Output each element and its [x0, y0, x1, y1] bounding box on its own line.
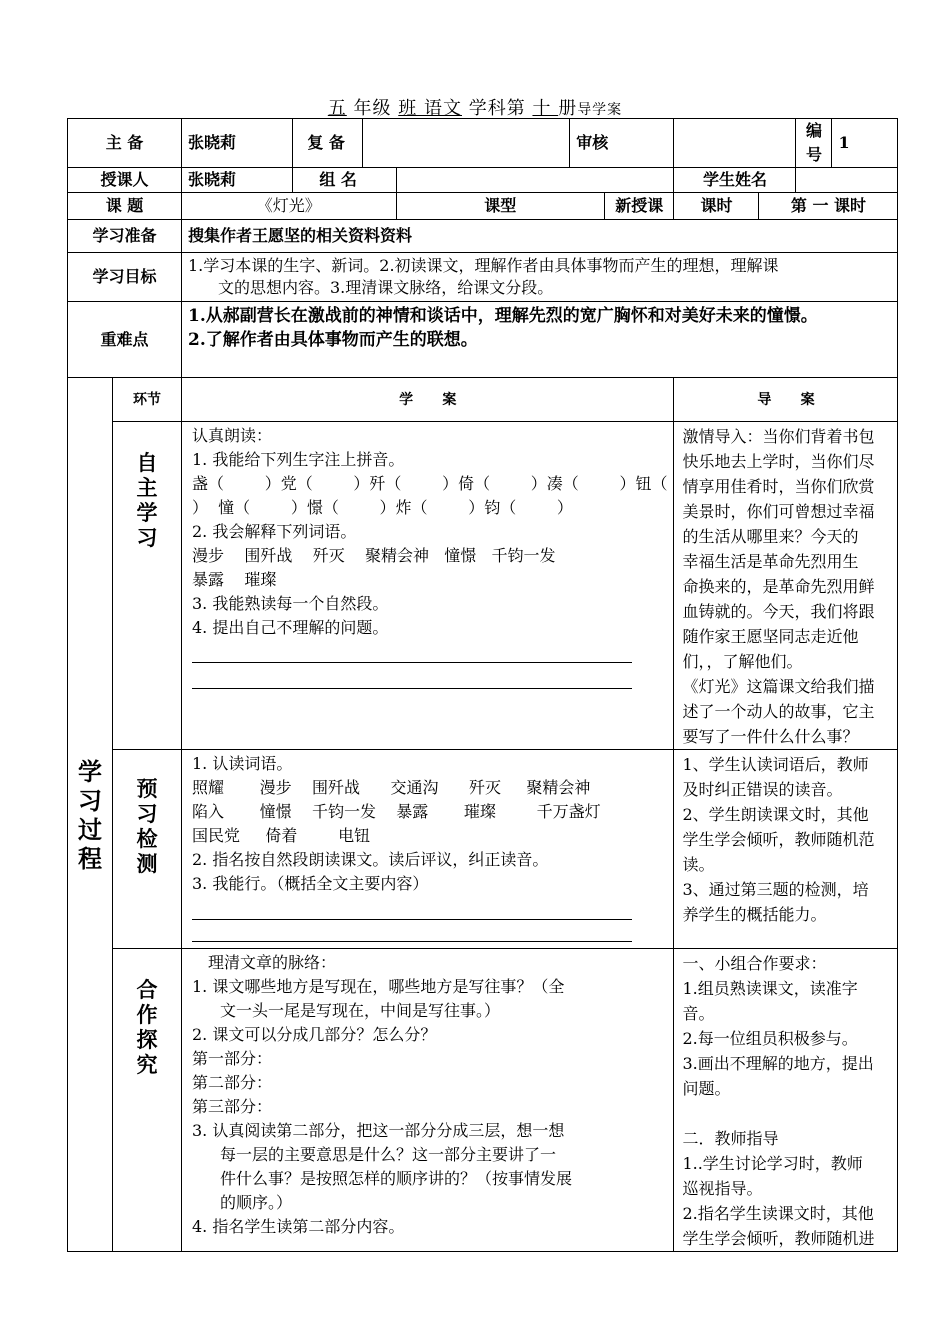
guide-line: 3、通过第三题的检测，培	[682, 880, 869, 899]
huanjie-header: 环节	[113, 378, 182, 422]
xuesheng-value	[796, 168, 898, 193]
shenhe-label: 审核	[570, 119, 674, 168]
row-nandian	[68, 302, 898, 378]
guide-line: 要写了一件什么什么事？	[682, 727, 859, 746]
nandian-label: 重难点	[68, 302, 182, 378]
title-text-3: 学科第	[462, 98, 533, 119]
row-hezuo	[68, 949, 898, 1252]
bianhao-label: 编号	[796, 119, 832, 168]
zizhu-line: 3. 我能熟读每一个自然段。	[192, 594, 389, 613]
row-keti	[68, 193, 898, 220]
guide-line: 学生学会倾听，教师随机范	[682, 830, 875, 849]
xuean-header: 学 案	[182, 378, 674, 422]
hezuo-line: 2. 课文可以分成几部分？怎么分？	[192, 1025, 437, 1044]
guide-line: 读。	[682, 855, 715, 874]
mubiao-line-1: 1.学习本课的生字、新词。2.初读课文，理解作者由具体事物而产生的理想，理解课	[188, 256, 779, 275]
hezuo-section	[113, 949, 182, 1252]
guide-line: 血铸就的。今天，我们将跟	[682, 602, 875, 621]
hezuo-line: 1. 课文哪些地方是写现在，哪些地方是写往事？（全	[192, 977, 565, 996]
guide-line: 2.指名学生读课文时，其他	[682, 1204, 874, 1223]
keti-label: 课 题	[68, 193, 182, 220]
guide-line: 命换来的，是革命先烈用鲜	[682, 577, 875, 596]
guide-line: 二．教师指导	[682, 1129, 779, 1148]
hezuo-line: 理清文章的脉络：	[208, 953, 337, 972]
hezuo-line: 第一部分：	[192, 1049, 273, 1068]
mubiao-label: 学习目标	[68, 253, 182, 302]
guide-line: 快乐地去上学时，当你们尽	[682, 452, 875, 471]
zizhu-line: 漫步 围歼战 歼灭 聚精会神 憧憬 千钧一发	[192, 546, 556, 565]
hezuo-line: 文一头一尾是写现在，中间是写往事。）	[220, 1001, 501, 1020]
mubiao-line-2: 文的思想内容。3.理清课文脉络，给课文分段。	[218, 278, 554, 297]
nandian-point-2: 2.了解作者由具体事物而产生的联想。	[188, 330, 478, 350]
shouke-value: 张晓莉	[182, 168, 293, 193]
zizhu-line: 认真朗读：	[192, 426, 273, 445]
fubei-label: 复 备	[293, 119, 362, 168]
guide-line: 1、学生认读词语后，教师	[682, 755, 869, 774]
fubei-value	[362, 119, 569, 168]
hezuo-guide	[674, 949, 898, 1252]
zizhu-line: 盏（ ）党（ ）歼（ ）倚（ ）凑（ ）钮（	[192, 474, 668, 493]
zizhu-line: 2. 我会解释下列词语。	[192, 522, 357, 541]
guide-line: 们，，了解他们。	[682, 652, 803, 671]
guide-line: 2.每一位组员积极参与。	[682, 1029, 858, 1048]
guide-line: 问题。	[682, 1079, 731, 1098]
guide-line: 3.画出不理解的地方，提出	[682, 1054, 874, 1073]
yuxi-line: 国民党 倚着 电钮	[192, 826, 371, 845]
row-shouke	[68, 168, 898, 193]
title-suffix: 导学案	[577, 102, 623, 118]
guide-line: 情享用佳肴时，当你们欣赏	[682, 477, 875, 496]
guide-line: 一、小组合作要求：	[682, 954, 827, 973]
zhubei-label: 主 备	[68, 119, 182, 168]
daoan-header: 导 案	[674, 378, 898, 422]
zuming-label: 组 名	[293, 168, 396, 193]
row-yuxi	[68, 750, 898, 949]
title-grade: 五	[327, 98, 347, 119]
zizhu-label: 自 主 学 习	[136, 450, 158, 550]
answer-line	[192, 661, 632, 663]
zizhu-content	[182, 422, 674, 750]
yuxi-line: 2. 指名按自然段朗读课文。读后评议，纠正读音。	[192, 850, 549, 869]
guide-line: 1.组员熟读课文，读准字	[682, 979, 858, 998]
guide-line	[682, 1101, 891, 1126]
hezuo-line: 4. 指名学生读第二部分内容。	[192, 1217, 405, 1236]
guide-line: 养学生的概括能力。	[682, 905, 827, 924]
row-zhunbei	[68, 220, 898, 253]
row-zhubei	[68, 119, 898, 168]
guide-line: 巡视指导。	[682, 1179, 763, 1198]
nandian-point-1: 1.从郝副营长在激战前的神情和谈话中，理解先烈的宽广胸怀和对美好未来的憧憬。	[188, 306, 818, 326]
yuxi-line: 3. 我能行。（概括全文主要内容）	[192, 874, 429, 893]
lesson-plan-table	[67, 118, 898, 1252]
guide-line: 美景时，你们可曾想过幸福	[682, 502, 875, 521]
title-volume: 十	[532, 98, 559, 119]
hezuo-line: 每一层的主要意思是什么？这一部分主要讲了一	[220, 1145, 557, 1164]
zizhu-line: ） 憧（ ）憬（ ）炸（ ）钧（ ）	[192, 498, 573, 517]
keshi-label: 课时	[674, 193, 759, 220]
hezuo-content	[182, 949, 674, 1252]
zizhu-guide	[674, 422, 898, 750]
page-title	[0, 94, 950, 120]
zhubei-value: 张晓莉	[182, 119, 293, 168]
kexing-value: 新授课	[604, 193, 674, 220]
hezuo-label: 合 作 探 究	[136, 977, 158, 1077]
guide-line: 述了一个动人的故事，它主	[682, 702, 875, 721]
yuxi-guide	[674, 750, 898, 949]
guide-line: 幸福生活是革命先烈用生	[682, 552, 859, 571]
yuxi-line: 1. 认读词语。	[192, 754, 293, 773]
zuming-value	[396, 168, 674, 193]
yuxi-line: 照耀 漫步 围歼战 交通沟 歼灭 聚精会神	[192, 778, 591, 797]
yuxi-line: 陷入 憧憬 千钧一发 暴露 璀璨 千万盏灯	[192, 802, 601, 821]
title-class: 班	[398, 98, 424, 119]
guide-line: 2、学生朗读课文时，其他	[682, 805, 869, 824]
hezuo-line: 件什么事？是按照怎样的顺序讲的？（按事情发展	[220, 1169, 573, 1188]
shenhe-value	[674, 119, 796, 168]
row-process-header	[68, 378, 898, 422]
answer-line	[192, 687, 632, 689]
zizhu-section	[113, 422, 182, 750]
guide-line: 激情导入：当你们背着书包	[682, 427, 875, 446]
zizhu-line: 4. 提出自己不理解的问题。	[192, 618, 389, 637]
shouke-label: 授课人	[68, 168, 182, 193]
hezuo-line: 3. 认真阅读第二部分，把这一部分分成三层，想一想	[192, 1121, 565, 1140]
bianhao-value: 1	[832, 119, 898, 168]
zizhu-line: 1. 我能给下列生字注上拼音。	[192, 450, 405, 469]
guide-line: 音。	[682, 1004, 715, 1023]
guide-line: 及时纠正错误的读音。	[682, 780, 843, 799]
keti-value: 《灯光》	[182, 193, 397, 220]
guide-line: 《灯光》这篇课文给我们描	[682, 677, 875, 696]
row-mubiao	[68, 253, 898, 302]
guide-line: 随作家王愿坚同志走近他	[682, 627, 859, 646]
answer-line	[192, 918, 632, 920]
nandian-text	[182, 302, 898, 378]
zhunbei-text: 搜集作者王愿坚的相关资料资料	[182, 220, 898, 253]
title-subject: 语文	[424, 98, 462, 119]
title-text-1: 年级	[346, 98, 399, 119]
yuxi-content	[182, 750, 674, 949]
zizhu-line: 暴露 璀璨	[192, 570, 277, 589]
yuxi-section	[113, 750, 182, 949]
hezuo-line: 的顺序。）	[220, 1193, 293, 1212]
guide-line: 学生学会倾听，教师随机进	[682, 1229, 875, 1248]
kexing-label: 课型	[396, 193, 604, 220]
hezuo-line: 第三部分：	[192, 1097, 273, 1116]
keshi-value: 第 一 课时	[759, 193, 898, 220]
zhunbei-label: 学习准备	[68, 220, 182, 253]
hezuo-line: 第二部分：	[192, 1073, 273, 1092]
title-text-4: 册	[558, 98, 578, 119]
guide-line: 的生活从哪里来？今天的	[682, 527, 859, 546]
xuesheng-label: 学生姓名	[674, 168, 796, 193]
answer-line	[192, 940, 632, 942]
yuxi-label: 预 习 检 测	[136, 776, 158, 876]
process-label: 学 习 过 程	[68, 378, 113, 1252]
mubiao-text	[182, 253, 898, 302]
row-zizhu	[68, 422, 898, 750]
guide-line: 1..学生讨论学习时，教师	[682, 1154, 863, 1173]
